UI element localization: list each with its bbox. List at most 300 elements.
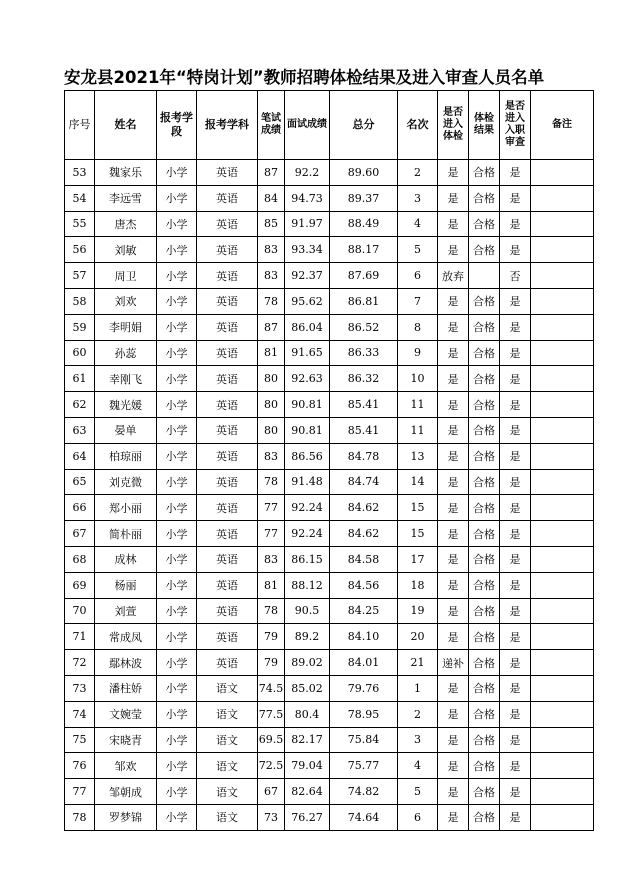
cell-total: 75.77 — [330, 753, 398, 779]
table-row — [65, 572, 594, 598]
cell-enter-review: 是 — [500, 521, 531, 547]
cell-enter-review: 是 — [500, 495, 531, 521]
cell-level: 小学 — [157, 314, 197, 340]
cell-written: 74.5 — [258, 675, 285, 701]
cell-name: 潘柱娇 — [95, 675, 157, 701]
cell-subject: 英语 — [197, 340, 258, 366]
cell-enter-exam: 是 — [438, 546, 469, 572]
cell-exam-result: 合格 — [469, 701, 500, 727]
cell-interview: 86.04 — [285, 314, 330, 340]
cell-subject: 语文 — [197, 779, 258, 805]
header-subject: 报考学科 — [197, 91, 258, 160]
cell-enter-exam: 递补 — [438, 650, 469, 676]
cell-exam-result: 合格 — [469, 340, 500, 366]
table-row — [65, 804, 594, 830]
cell-interview: 86.15 — [285, 546, 330, 572]
cell-enter-review: 是 — [500, 546, 531, 572]
cell-enter-exam: 是 — [438, 185, 469, 211]
cell-written: 77.5 — [258, 701, 285, 727]
cell-enter-exam: 是 — [438, 495, 469, 521]
cell-name: 魏光媛 — [95, 392, 157, 418]
cell-written: 72.5 — [258, 753, 285, 779]
cell-written: 79 — [258, 624, 285, 650]
cell-seq: 55 — [65, 211, 95, 237]
cell-name: 孙蕊 — [95, 340, 157, 366]
cell-rank: 7 — [398, 288, 438, 314]
cell-rank: 18 — [398, 572, 438, 598]
cell-name: 文婉莹 — [95, 701, 157, 727]
cell-interview: 89.2 — [285, 624, 330, 650]
cell-enter-review: 是 — [500, 650, 531, 676]
cell-note — [531, 237, 594, 263]
cell-written: 80 — [258, 366, 285, 392]
cell-written: 87 — [258, 160, 285, 186]
cell-level: 小学 — [157, 185, 197, 211]
cell-subject: 语文 — [197, 804, 258, 830]
cell-rank: 4 — [398, 753, 438, 779]
cell-level: 小学 — [157, 366, 197, 392]
header-name: 姓名 — [95, 91, 157, 160]
cell-exam-result: 合格 — [469, 443, 500, 469]
results-table — [64, 90, 594, 831]
header-seq: 序号 — [65, 91, 95, 160]
cell-enter-review: 否 — [500, 263, 531, 289]
cell-written: 78 — [258, 288, 285, 314]
cell-note — [531, 392, 594, 418]
cell-level: 小学 — [157, 211, 197, 237]
cell-rank: 4 — [398, 211, 438, 237]
cell-note — [531, 160, 594, 186]
cell-note — [531, 546, 594, 572]
cell-enter-exam: 是 — [438, 701, 469, 727]
cell-rank: 21 — [398, 650, 438, 676]
cell-note — [531, 263, 594, 289]
cell-interview: 91.65 — [285, 340, 330, 366]
table-row — [65, 546, 594, 572]
cell-name: 柏琼丽 — [95, 443, 157, 469]
cell-enter-exam: 是 — [438, 366, 469, 392]
cell-enter-review: 是 — [500, 624, 531, 650]
cell-level: 小学 — [157, 753, 197, 779]
cell-enter-review: 是 — [500, 288, 531, 314]
cell-enter-review: 是 — [500, 314, 531, 340]
cell-rank: 5 — [398, 779, 438, 805]
header-review-line1: 是否 — [505, 101, 525, 112]
cell-enter-exam: 是 — [438, 598, 469, 624]
cell-seq: 69 — [65, 572, 95, 598]
header-result-line1: 体检 — [474, 113, 494, 124]
cell-written: 81 — [258, 572, 285, 598]
cell-exam-result: 合格 — [469, 314, 500, 340]
table-row — [65, 521, 594, 547]
cell-subject: 语文 — [197, 675, 258, 701]
cell-level: 小学 — [157, 263, 197, 289]
cell-exam-result: 合格 — [469, 675, 500, 701]
cell-level: 小学 — [157, 598, 197, 624]
cell-enter-review: 是 — [500, 572, 531, 598]
cell-rank: 11 — [398, 392, 438, 418]
cell-subject: 英语 — [197, 443, 258, 469]
cell-total: 85.41 — [330, 417, 398, 443]
cell-enter-review: 是 — [500, 701, 531, 727]
cell-rank: 11 — [398, 417, 438, 443]
cell-enter-exam: 是 — [438, 340, 469, 366]
cell-note — [531, 521, 594, 547]
cell-total: 86.32 — [330, 366, 398, 392]
cell-written: 79 — [258, 650, 285, 676]
cell-written: 83 — [258, 237, 285, 263]
cell-enter-review: 是 — [500, 779, 531, 805]
cell-note — [531, 211, 594, 237]
cell-interview: 92.63 — [285, 366, 330, 392]
cell-name: 成林 — [95, 546, 157, 572]
cell-total: 84.01 — [330, 650, 398, 676]
cell-rank: 17 — [398, 546, 438, 572]
header-written — [258, 91, 285, 160]
header-review-line4: 审查 — [505, 137, 525, 148]
cell-enter-review: 是 — [500, 804, 531, 830]
cell-subject: 英语 — [197, 417, 258, 443]
cell-exam-result: 合格 — [469, 650, 500, 676]
cell-note — [531, 443, 594, 469]
cell-note — [531, 572, 594, 598]
table-row — [65, 779, 594, 805]
table-row — [65, 366, 594, 392]
cell-enter-review: 是 — [500, 392, 531, 418]
cell-seq: 75 — [65, 727, 95, 753]
cell-note — [531, 185, 594, 211]
cell-note — [531, 727, 594, 753]
cell-enter-exam: 是 — [438, 392, 469, 418]
cell-enter-review: 是 — [500, 675, 531, 701]
cell-name: 刘欢 — [95, 288, 157, 314]
cell-interview: 92.24 — [285, 495, 330, 521]
cell-seq: 58 — [65, 288, 95, 314]
cell-note — [531, 469, 594, 495]
cell-subject: 英语 — [197, 469, 258, 495]
cell-name: 李远雪 — [95, 185, 157, 211]
cell-subject: 英语 — [197, 263, 258, 289]
cell-enter-exam: 是 — [438, 675, 469, 701]
cell-name: 刘萱 — [95, 598, 157, 624]
cell-rank: 2 — [398, 701, 438, 727]
cell-subject: 英语 — [197, 572, 258, 598]
cell-total: 87.69 — [330, 263, 398, 289]
cell-total: 74.82 — [330, 779, 398, 805]
cell-seq: 61 — [65, 366, 95, 392]
cell-subject: 英语 — [197, 211, 258, 237]
cell-enter-exam: 是 — [438, 727, 469, 753]
header-written-line1: 笔试 — [261, 113, 281, 124]
cell-interview: 90.81 — [285, 417, 330, 443]
cell-exam-result: 合格 — [469, 598, 500, 624]
table-row — [65, 624, 594, 650]
cell-name: 唐杰 — [95, 211, 157, 237]
cell-seq: 77 — [65, 779, 95, 805]
cell-total: 88.49 — [330, 211, 398, 237]
cell-written: 67 — [258, 779, 285, 805]
cell-seq: 72 — [65, 650, 95, 676]
cell-exam-result: 合格 — [469, 392, 500, 418]
cell-exam-result: 合格 — [469, 753, 500, 779]
cell-exam-result: 合格 — [469, 469, 500, 495]
cell-seq: 59 — [65, 314, 95, 340]
header-written-line2: 成绩 — [261, 125, 281, 136]
header-note: 备注 — [531, 91, 594, 160]
cell-exam-result: 合格 — [469, 546, 500, 572]
cell-exam-result: 合格 — [469, 624, 500, 650]
cell-enter-review: 是 — [500, 211, 531, 237]
header-enter-review — [500, 91, 531, 160]
cell-enter-exam: 是 — [438, 211, 469, 237]
cell-interview: 80.4 — [285, 701, 330, 727]
cell-subject: 语文 — [197, 701, 258, 727]
cell-exam-result: 合格 — [469, 417, 500, 443]
cell-written: 87 — [258, 314, 285, 340]
cell-level: 小学 — [157, 804, 197, 830]
cell-rank: 1 — [398, 675, 438, 701]
cell-name: 宋晓青 — [95, 727, 157, 753]
cell-interview: 76.27 — [285, 804, 330, 830]
table-row — [65, 727, 594, 753]
cell-interview: 86.56 — [285, 443, 330, 469]
cell-subject: 英语 — [197, 624, 258, 650]
table-row — [65, 288, 594, 314]
cell-rank: 15 — [398, 495, 438, 521]
cell-written: 81 — [258, 340, 285, 366]
cell-rank: 10 — [398, 366, 438, 392]
cell-name: 李明娟 — [95, 314, 157, 340]
cell-name: 郑小丽 — [95, 495, 157, 521]
table-row — [65, 185, 594, 211]
cell-written: 85 — [258, 211, 285, 237]
cell-interview: 95.62 — [285, 288, 330, 314]
cell-name: 刘敏 — [95, 237, 157, 263]
cell-enter-review: 是 — [500, 417, 531, 443]
cell-subject: 英语 — [197, 598, 258, 624]
table-row — [65, 211, 594, 237]
cell-exam-result: 合格 — [469, 237, 500, 263]
cell-note — [531, 288, 594, 314]
cell-note — [531, 314, 594, 340]
cell-level: 小学 — [157, 521, 197, 547]
cell-level: 小学 — [157, 701, 197, 727]
cell-total: 84.56 — [330, 572, 398, 598]
cell-level: 小学 — [157, 624, 197, 650]
cell-exam-result: 合格 — [469, 160, 500, 186]
cell-interview: 91.48 — [285, 469, 330, 495]
header-enter-line3: 体检 — [443, 131, 463, 142]
cell-exam-result: 合格 — [469, 185, 500, 211]
cell-note — [531, 779, 594, 805]
cell-exam-result: 合格 — [469, 521, 500, 547]
cell-seq: 63 — [65, 417, 95, 443]
cell-seq: 73 — [65, 675, 95, 701]
cell-enter-review: 是 — [500, 340, 531, 366]
header-review-line2: 进入 — [505, 113, 525, 124]
cell-written: 84 — [258, 185, 285, 211]
cell-written: 69.5 — [258, 727, 285, 753]
cell-seq: 54 — [65, 185, 95, 211]
cell-rank: 9 — [398, 340, 438, 366]
cell-seq: 76 — [65, 753, 95, 779]
cell-name: 鄢林波 — [95, 650, 157, 676]
cell-total: 84.62 — [330, 521, 398, 547]
cell-level: 小学 — [157, 340, 197, 366]
cell-rank: 5 — [398, 237, 438, 263]
cell-subject: 英语 — [197, 650, 258, 676]
cell-interview: 94.73 — [285, 185, 330, 211]
cell-enter-exam: 是 — [438, 237, 469, 263]
table-row — [65, 675, 594, 701]
cell-enter-exam: 是 — [438, 160, 469, 186]
cell-seq: 53 — [65, 160, 95, 186]
cell-enter-exam: 是 — [438, 521, 469, 547]
cell-enter-exam: 是 — [438, 753, 469, 779]
cell-interview: 89.02 — [285, 650, 330, 676]
cell-exam-result: 合格 — [469, 727, 500, 753]
cell-name: 魏家乐 — [95, 160, 157, 186]
cell-exam-result: 合格 — [469, 572, 500, 598]
cell-enter-review: 是 — [500, 443, 531, 469]
cell-rank: 15 — [398, 521, 438, 547]
cell-rank: 19 — [398, 598, 438, 624]
document-title: 安龙县2021年“特岗计划”教师招聘体检结果及进入审查人员名单 — [64, 68, 545, 87]
cell-seq: 60 — [65, 340, 95, 366]
header-total: 总分 — [330, 91, 398, 160]
cell-exam-result: 合格 — [469, 366, 500, 392]
header-level-line2: 段 — [171, 125, 182, 138]
cell-level: 小学 — [157, 237, 197, 263]
cell-subject: 语文 — [197, 753, 258, 779]
cell-total: 89.60 — [330, 160, 398, 186]
cell-level: 小学 — [157, 779, 197, 805]
cell-written: 77 — [258, 495, 285, 521]
cell-name: 刘克微 — [95, 469, 157, 495]
cell-note — [531, 675, 594, 701]
cell-total: 86.52 — [330, 314, 398, 340]
cell-total: 84.78 — [330, 443, 398, 469]
cell-interview: 92.2 — [285, 160, 330, 186]
cell-note — [531, 701, 594, 727]
cell-total: 84.62 — [330, 495, 398, 521]
cell-level: 小学 — [157, 469, 197, 495]
table-row — [65, 495, 594, 521]
cell-level: 小学 — [157, 495, 197, 521]
cell-subject: 英语 — [197, 521, 258, 547]
header-result-line2: 结果 — [474, 125, 494, 136]
cell-total: 79.76 — [330, 675, 398, 701]
cell-written: 77 — [258, 521, 285, 547]
cell-interview: 82.64 — [285, 779, 330, 805]
cell-subject: 英语 — [197, 185, 258, 211]
cell-seq: 56 — [65, 237, 95, 263]
table-row — [65, 417, 594, 443]
header-enter-line2: 进入 — [443, 119, 463, 130]
cell-note — [531, 417, 594, 443]
cell-interview: 88.12 — [285, 572, 330, 598]
cell-note — [531, 340, 594, 366]
cell-note — [531, 598, 594, 624]
cell-total: 84.10 — [330, 624, 398, 650]
table-row — [65, 263, 594, 289]
cell-total: 74.64 — [330, 804, 398, 830]
table-row — [65, 237, 594, 263]
table-row — [65, 753, 594, 779]
cell-total: 85.41 — [330, 392, 398, 418]
cell-written: 78 — [258, 598, 285, 624]
cell-note — [531, 624, 594, 650]
cell-enter-exam: 是 — [438, 417, 469, 443]
cell-seq: 62 — [65, 392, 95, 418]
cell-total: 86.81 — [330, 288, 398, 314]
cell-subject: 英语 — [197, 288, 258, 314]
cell-exam-result: 合格 — [469, 495, 500, 521]
cell-written: 83 — [258, 546, 285, 572]
cell-seq: 70 — [65, 598, 95, 624]
cell-note — [531, 753, 594, 779]
cell-subject: 英语 — [197, 392, 258, 418]
cell-level: 小学 — [157, 417, 197, 443]
cell-level: 小学 — [157, 572, 197, 598]
cell-seq: 68 — [65, 546, 95, 572]
cell-name: 常成凤 — [95, 624, 157, 650]
cell-seq: 57 — [65, 263, 95, 289]
cell-enter-review: 是 — [500, 753, 531, 779]
header-review-line3: 入职 — [505, 125, 525, 136]
cell-seq: 65 — [65, 469, 95, 495]
cell-total: 78.95 — [330, 701, 398, 727]
table-row — [65, 469, 594, 495]
cell-subject: 英语 — [197, 495, 258, 521]
cell-level: 小学 — [157, 727, 197, 753]
cell-enter-review: 是 — [500, 727, 531, 753]
cell-written: 80 — [258, 392, 285, 418]
table-row — [65, 443, 594, 469]
cell-level: 小学 — [157, 288, 197, 314]
cell-written: 83 — [258, 263, 285, 289]
cell-exam-result — [469, 263, 500, 289]
cell-written: 80 — [258, 417, 285, 443]
cell-seq: 67 — [65, 521, 95, 547]
table-row — [65, 160, 594, 186]
cell-enter-exam: 是 — [438, 288, 469, 314]
cell-enter-review: 是 — [500, 160, 531, 186]
cell-subject: 英语 — [197, 546, 258, 572]
cell-level: 小学 — [157, 392, 197, 418]
cell-total: 75.84 — [330, 727, 398, 753]
cell-enter-review: 是 — [500, 237, 531, 263]
cell-seq: 74 — [65, 701, 95, 727]
cell-name: 周卫 — [95, 263, 157, 289]
header-interview: 面试成绩 — [285, 91, 330, 160]
table-row — [65, 598, 594, 624]
cell-name: 罗梦锦 — [95, 804, 157, 830]
cell-total: 84.58 — [330, 546, 398, 572]
cell-written: 78 — [258, 469, 285, 495]
cell-note — [531, 495, 594, 521]
cell-name: 杨丽 — [95, 572, 157, 598]
cell-total: 84.25 — [330, 598, 398, 624]
cell-subject: 英语 — [197, 237, 258, 263]
cell-interview: 82.17 — [285, 727, 330, 753]
cell-rank: 2 — [398, 160, 438, 186]
cell-subject: 英语 — [197, 314, 258, 340]
cell-enter-exam: 是 — [438, 804, 469, 830]
cell-note — [531, 804, 594, 830]
cell-exam-result: 合格 — [469, 804, 500, 830]
cell-subject: 英语 — [197, 160, 258, 186]
